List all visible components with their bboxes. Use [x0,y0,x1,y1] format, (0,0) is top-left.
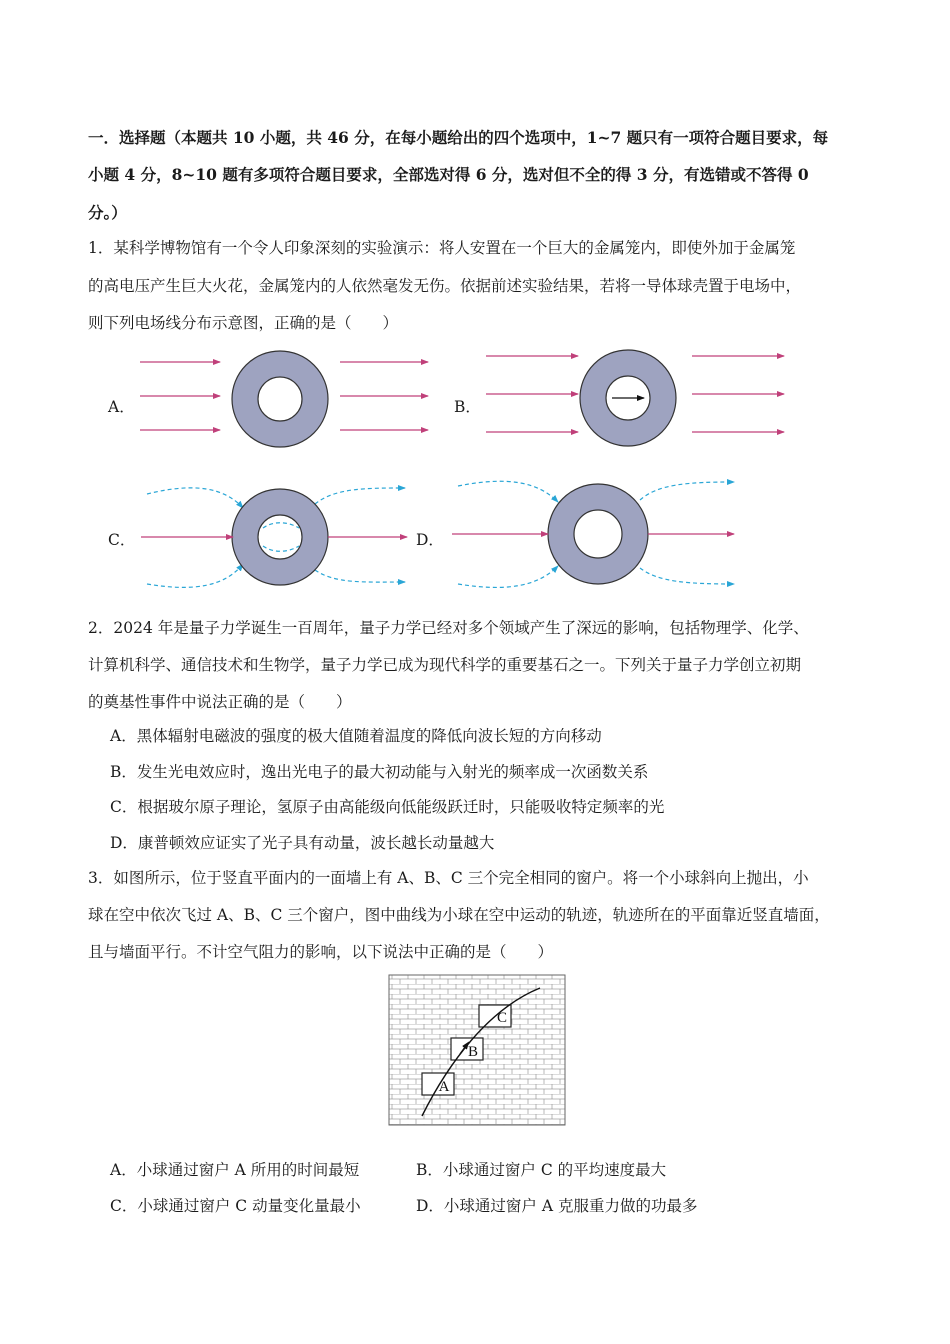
q1-stem-line-3: 则下列电场线分布示意图，正确的是（ ） [88,314,399,332]
q2-option-a[interactable]: A．黑体辐射电磁波的强度的极大值随着温度的降低向波长短的方向移动 [110,727,602,745]
q3-option-b[interactable]: B．小球通过窗户 C 的平均速度最大 [416,1161,667,1179]
q2-stem-line-3: 的奠基性事件中说法正确的是（ ） [88,693,352,711]
window-b-label: B [467,1044,479,1060]
q2-stem-line-1: 2．2024 年是量子力学诞生一百周年，量子力学已经对多个领域产生了深远的影响，包括物理学、化学、 [88,619,809,637]
q1-stem-line-1: 1．某科学博物馆有一个令人印象深刻的实验演示：将人安置在一个巨大的金属笼内，即使外加于金属笼 [88,239,796,257]
q2-stem-line-2: 计算机科学、通信技术和生物学，量子力学已成为现代科学的重要基石之一。下列关于量子力学创立初期 [88,656,802,674]
window-a-label: A [438,1079,450,1095]
q3-option-d[interactable]: D．小球通过窗户 A 克服重力做的功最多 [416,1197,698,1215]
section-header-line-1: 一．选择题（本题共 10 小题，共 46 分，在每小题给出的四个选项中，1~7 题只有一项符合题目要求，每 [88,128,829,147]
q1-figure-c [135,478,415,590]
q3-stem-line-2: 球在空中依次飞过 A、B、C 三个窗户，图中曲线为小球在空中运动的轨迹，轨迹所在的平面靠近竖直墙面， [88,906,830,924]
shell-cavity [574,510,622,558]
q1-option-d-label: D． [416,531,444,549]
q2-option-b[interactable]: B．发生光电效应时，逸出光电子的最大初动能与入射光的频率成一次函数关系 [110,763,649,781]
q1-stem-line-2: 的高电压产生巨大火花，金属笼内的人依然毫发无伤。依据前述实验结果，若将一导体球壳置于电场中， [88,277,802,295]
section-header-line-3: 分。） [88,203,127,222]
shell-cavity [258,515,302,559]
shell-cavity [258,377,302,421]
q1-option-a-label: A． [108,398,135,416]
q1-figure-d [448,474,748,594]
q3-option-a[interactable]: A．小球通过窗户 A 所用的时间最短 [110,1161,360,1179]
q1-figure-a [130,348,440,448]
q3-stem-line-3: 且与墙面平行。不计空气阻力的影响，以下说法中正确的是（ ） [88,943,554,961]
section-header-line-2: 小题 4 分，8~10 题有多项符合题目要求，全部选对得 6 分，选对但不全的得 3 分，有选错或不答得 0 [88,165,809,184]
q3-option-c[interactable]: C．小球通过窗户 C 动量变化量最小 [110,1197,361,1215]
q3-wall-figure [388,974,566,1126]
q2-option-c[interactable]: C．根据玻尔原子理论，氢原子由高能级向低能级跃迁时，只能吸收特定频率的光 [110,798,665,816]
q1-option-b-label: B． [454,398,481,416]
q1-option-c-label: C． [108,531,136,549]
q1-figure-b [478,340,798,450]
q2-option-d[interactable]: D．康普顿效应证实了光子具有动量，波长越长动量越大 [110,834,495,852]
window-c-label: C [496,1010,508,1026]
q3-stem-line-1: 3．如图所示，位于竖直平面内的一面墙上有 A、B、C 三个完全相同的窗户。将一个小球斜向上抛出，小 [88,869,809,887]
